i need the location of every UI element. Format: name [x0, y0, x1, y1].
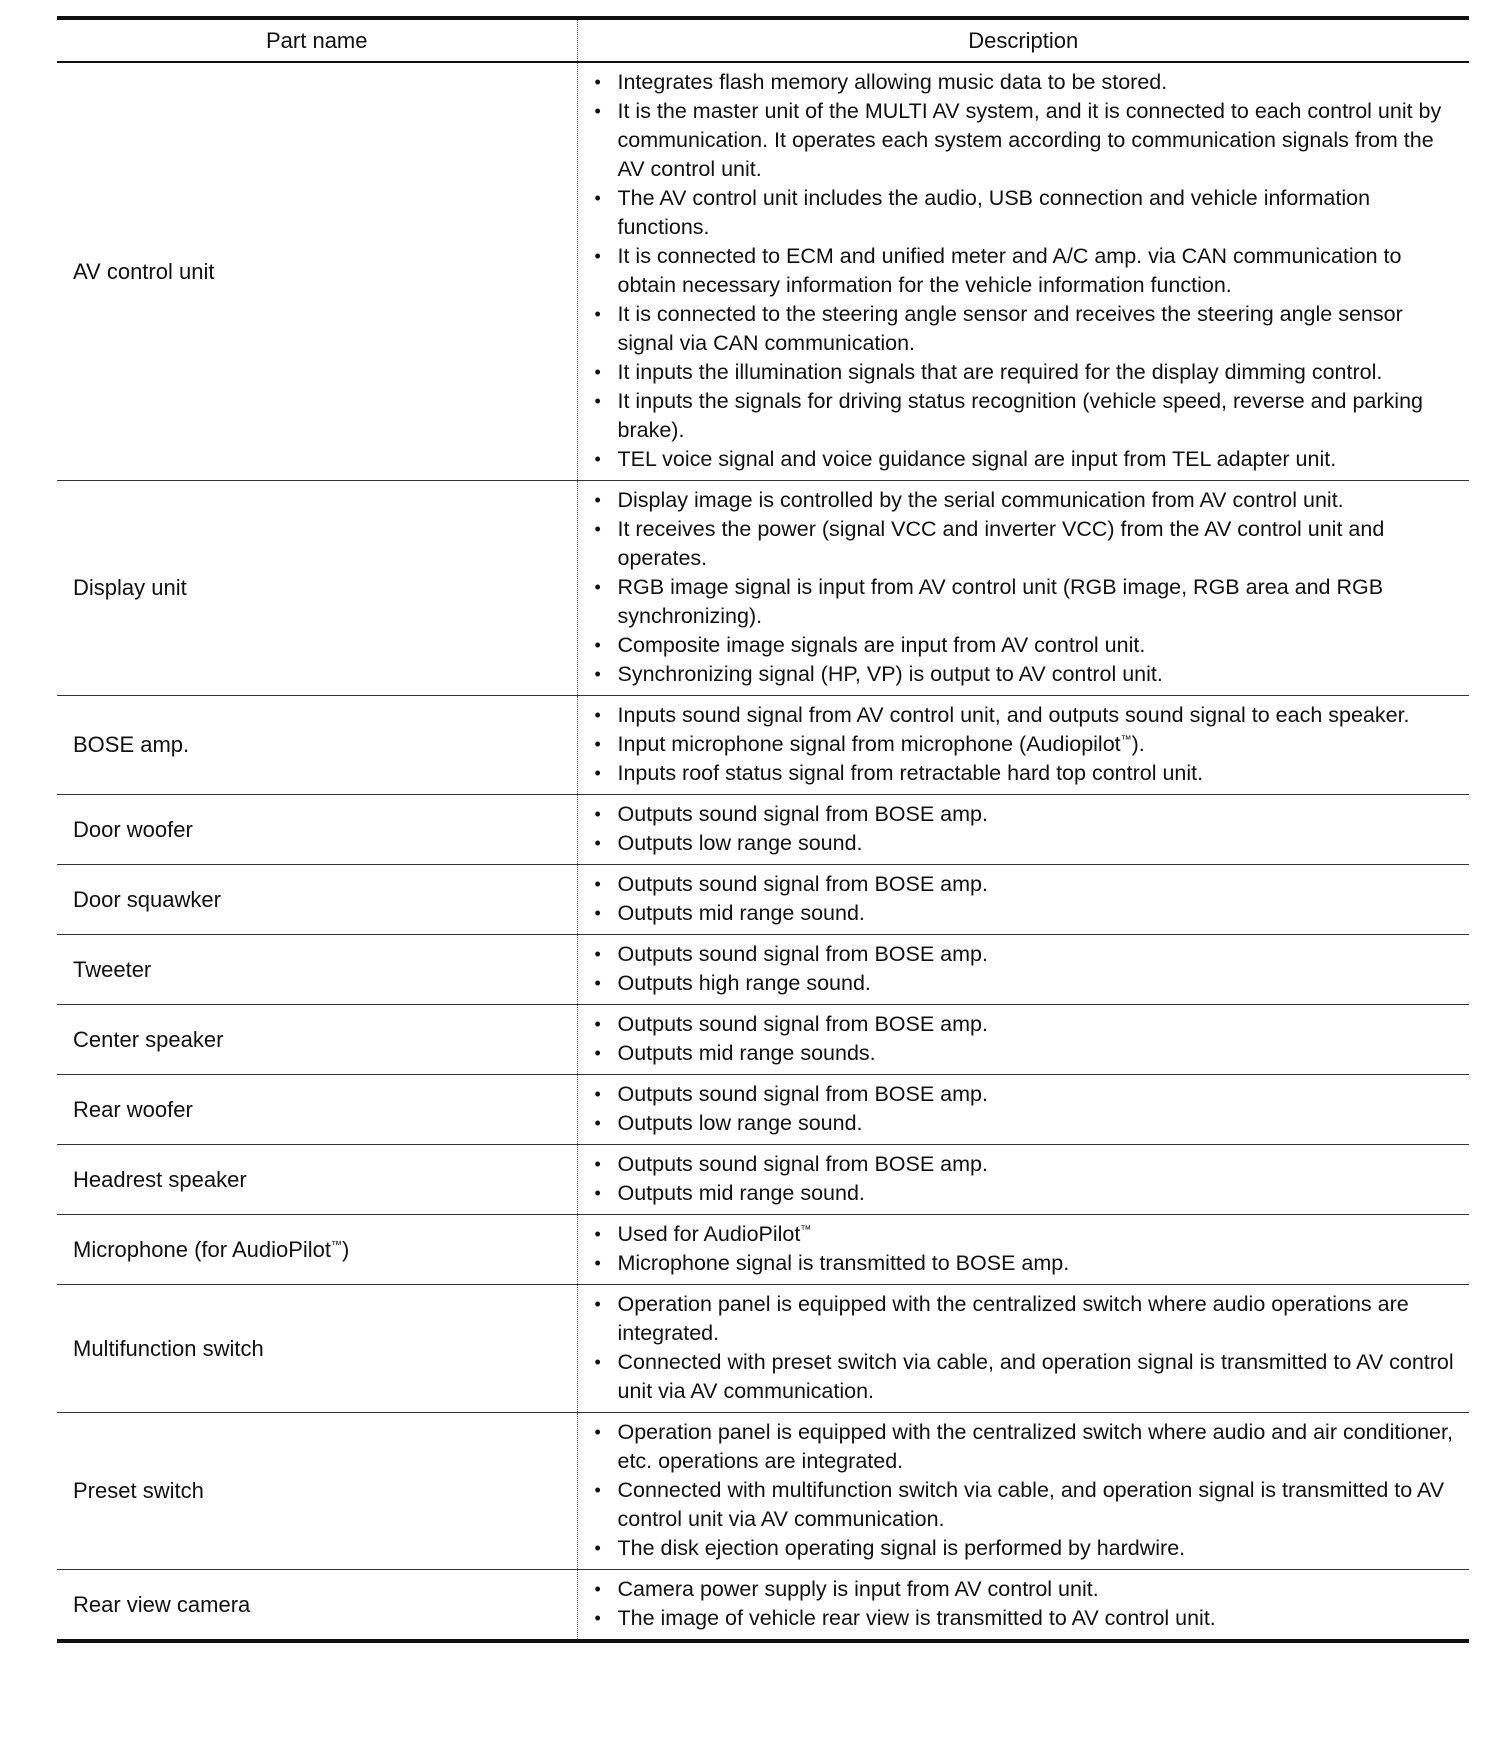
description-item: • Operation panel is equipped with the centralized switch where audio and air conditioner, etc. operations are integrated. [592, 1418, 1460, 1476]
description-list [592, 1150, 1460, 1208]
description-item: • Microphone signal is transmitted to BOSE amp. [592, 1249, 1460, 1278]
description-cell [577, 1005, 1469, 1075]
description-list [592, 1418, 1460, 1563]
description-list [592, 1220, 1460, 1278]
description-item: • Operation panel is equipped with the centralized switch where audio operations are integrated. [592, 1290, 1460, 1348]
table-row [57, 795, 1469, 865]
description-item: • Inputs roof status signal from retractable hard top control unit. [592, 759, 1460, 788]
description-item: • Display image is controlled by the serial communication from AV control unit. [592, 486, 1460, 515]
description-item: • Input microphone signal from microphone (Audiopilot™). [592, 730, 1460, 759]
description-item: • Integrates flash memory allowing music data to be stored. [592, 68, 1460, 97]
description-item: • It is the master unit of the MULTI AV system, and it is connected to each control unit by communication. It operates each system according to communication signals from the AV control unit. [592, 97, 1460, 184]
description-item: • Outputs low range sound. [592, 1109, 1460, 1138]
part-name-cell: Door squawker [57, 865, 577, 935]
description-item: • It receives the power (signal VCC and inverter VCC) from the AV control unit and operates. [592, 515, 1460, 573]
description-item: • Inputs sound signal from AV control unit, and outputs sound signal to each speaker. [592, 701, 1460, 730]
description-item: • Synchronizing signal (HP, VP) is output to AV control unit. [592, 660, 1460, 689]
part-name-cell: Headrest speaker [57, 1145, 577, 1215]
description-cell [577, 865, 1469, 935]
description-item: • Connected with preset switch via cable, and operation signal is transmitted to AV control unit via AV communication. [592, 1348, 1460, 1406]
parts-table-container [57, 16, 1469, 1643]
part-name-cell: Display unit [57, 481, 577, 696]
table-row [57, 696, 1469, 795]
description-item: • Outputs sound signal from BOSE amp. [592, 940, 1460, 969]
table-row [57, 1005, 1469, 1075]
table-body [57, 62, 1469, 1641]
part-name-cell: BOSE amp. [57, 696, 577, 795]
description-item: • Camera power supply is input from AV control unit. [592, 1575, 1460, 1604]
description-cell [577, 62, 1469, 481]
table-row [57, 1215, 1469, 1285]
description-item: • Connected with multifunction switch via cable, and operation signal is transmitted to AV control unit via AV communication. [592, 1476, 1460, 1534]
description-item: • TEL voice signal and voice guidance signal are input from TEL adapter unit. [592, 445, 1460, 474]
description-list [592, 1290, 1460, 1406]
part-name-cell: Tweeter [57, 935, 577, 1005]
description-list [592, 68, 1460, 474]
description-cell [577, 1413, 1469, 1570]
description-list [592, 800, 1460, 858]
description-item: • It inputs the signals for driving status recognition (vehicle speed, reverse and parking brake). [592, 387, 1460, 445]
description-cell [577, 1285, 1469, 1413]
description-item: • Outputs mid range sound. [592, 899, 1460, 928]
description-item: • Outputs sound signal from BOSE amp. [592, 800, 1460, 829]
description-item: • The image of vehicle rear view is transmitted to AV control unit. [592, 1604, 1460, 1633]
description-cell [577, 1145, 1469, 1215]
description-list [592, 940, 1460, 998]
description-item: • Used for AudioPilot™ [592, 1220, 1460, 1249]
description-list [592, 1080, 1460, 1138]
description-item: • Outputs sound signal from BOSE amp. [592, 1080, 1460, 1109]
description-item: • RGB image signal is input from AV control unit (RGB image, RGB area and RGB synchronizing). [592, 573, 1460, 631]
description-cell [577, 1570, 1469, 1642]
table-row [57, 481, 1469, 696]
description-cell [577, 1075, 1469, 1145]
part-name-cell: Door woofer [57, 795, 577, 865]
description-item: • Outputs mid range sounds. [592, 1039, 1460, 1068]
description-list [592, 701, 1460, 788]
description-list [592, 486, 1460, 689]
description-item: • Outputs sound signal from BOSE amp. [592, 1010, 1460, 1039]
table-header-row [57, 18, 1469, 62]
description-item: • It is connected to the steering angle sensor and receives the steering angle sensor signal via CAN communication. [592, 300, 1460, 358]
part-name-cell: Microphone (for AudioPilot™) [57, 1215, 577, 1285]
description-cell [577, 1215, 1469, 1285]
description-list [592, 1010, 1460, 1068]
part-name-cell: Center speaker [57, 1005, 577, 1075]
part-name-cell: Rear view camera [73, 1591, 251, 1617]
description-item: • Outputs low range sound. [592, 829, 1460, 858]
header-description: Description [577, 18, 1469, 62]
parts-description-table [57, 16, 1469, 1643]
description-item: • Outputs mid range sound. [592, 1179, 1460, 1208]
table-row [57, 62, 1469, 481]
description-cell [577, 795, 1469, 865]
description-item: • Outputs sound signal from BOSE amp. [592, 870, 1460, 899]
description-item: • Composite image signals are input from AV control unit. [592, 631, 1460, 660]
table-row [57, 865, 1469, 935]
table-row [57, 1075, 1469, 1145]
trademark-symbol: ™ [1120, 733, 1132, 746]
table-row [57, 1145, 1469, 1215]
description-cell [577, 935, 1469, 1005]
table-row [57, 1285, 1469, 1413]
description-item: • Outputs high range sound. [592, 969, 1460, 998]
header-part-name: Part name [57, 18, 577, 62]
description-item: • The disk ejection operating signal is performed by hardwire. [592, 1534, 1460, 1563]
table-row [57, 1570, 1469, 1642]
description-list [592, 1575, 1460, 1633]
description-item: • It is connected to ECM and unified meter and A/C amp. via CAN communication to obtain necessary information for the vehicle information function. [592, 242, 1460, 300]
part-name-cell: Rear woofer [57, 1075, 577, 1145]
description-cell [577, 481, 1469, 696]
description-item: • Outputs sound signal from BOSE amp. [592, 1150, 1460, 1179]
trademark-symbol: ™ [331, 1239, 343, 1252]
description-list [592, 870, 1460, 928]
description-item: • It inputs the illumination signals that are required for the display dimming control. [592, 358, 1460, 387]
trademark-symbol: ™ [800, 1223, 812, 1236]
description-item: • The AV control unit includes the audio, USB connection and vehicle information functions. [592, 184, 1460, 242]
part-name-cell: Multifunction switch [57, 1285, 577, 1413]
table-row [57, 1413, 1469, 1570]
table-row [57, 935, 1469, 1005]
description-cell [577, 696, 1469, 795]
part-name-cell: Preset switch [57, 1413, 577, 1570]
part-name-cell: AV control unit [57, 62, 577, 481]
